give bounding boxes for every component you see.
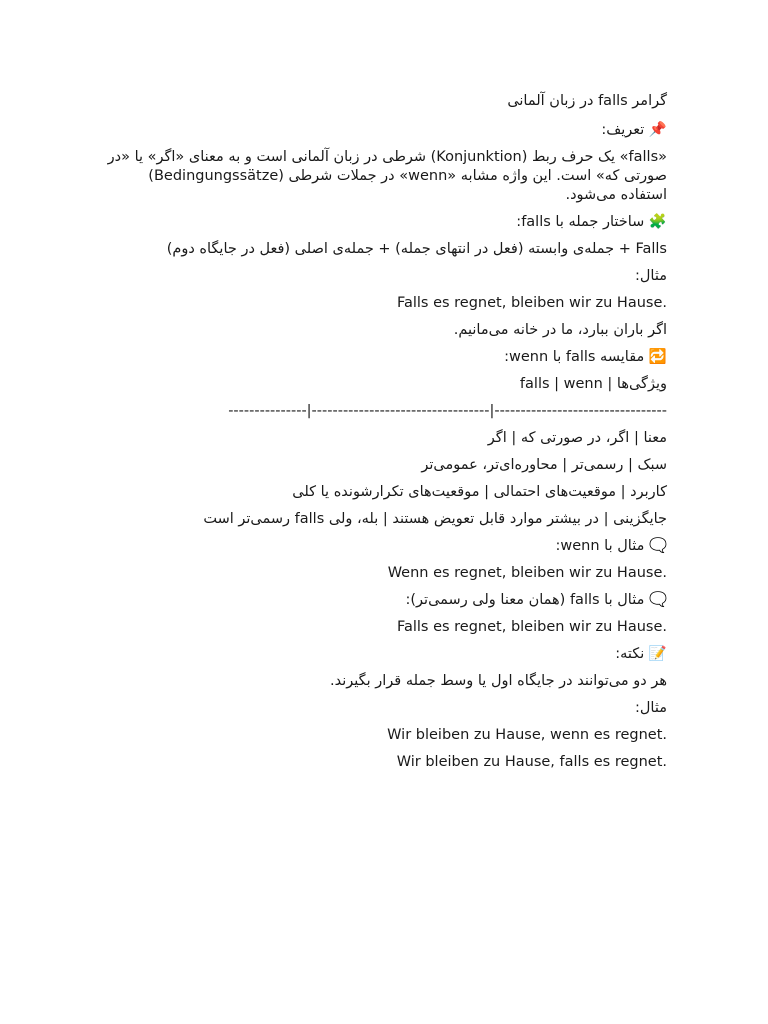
falls-example-heading: 🗨️ مثال با falls (همان معنا ولی رسمی‌تر): [405, 592, 667, 608]
table-header-row: ویژگی‌ها | falls | wenn [519, 376, 667, 392]
example-label: مثال: [635, 268, 667, 284]
comparison-heading: 🔁 مقایسه falls با wenn: [504, 349, 667, 365]
structure-heading: 🧩 ساختار جمله با falls: [516, 214, 667, 230]
note-example-label: مثال: [635, 700, 667, 716]
structure-formula: Falls + جمله‌ی وابسته (فعل در انتهای جمله) + جمله‌ی اصلی (فعل در جایگاه دوم) [166, 241, 667, 257]
note-text: هر دو می‌توانند در جایگاه اول یا وسط جمله قرار بگیرند. [329, 673, 667, 689]
table-row: معنا | اگر، در صورتی که | اگر [487, 430, 667, 446]
falls-example: Falls es regnet, bleiben wir zu Hause. [396, 619, 667, 635]
example-translation: اگر باران ببارد، ما در خانه می‌مانیم. [453, 322, 667, 338]
note-heading: 📝 نکته: [615, 646, 667, 662]
table-row: کاربرد | موقعیت‌های احتمالی | موقعیت‌های تکرارشونده یا کلی [292, 484, 667, 500]
wenn-example-heading: 🗨️ مثال با wenn: [555, 538, 667, 554]
wenn-example: Wenn es regnet, bleiben wir zu Hause. [387, 565, 667, 581]
definition-paragraph: «falls» یک حرف ربط (Konjunktion) شرطی در زبان آلمانی است و به معنای «اگر» یا «در صورتی که» است. این واژه مشابه «wenn» در جملات شرطی (Bedingungssätze) استفاده می‌شود. [107, 149, 667, 203]
note-example-wenn: Wir bleiben zu Hause, wenn es regnet. [387, 727, 667, 743]
note-example-falls: Wir bleiben zu Hause, falls es regnet. [396, 754, 667, 770]
table-separator: ---------------|----------------------------------|--------------------------------- [228, 403, 667, 419]
example-german: Falls es regnet, bleiben wir zu Hause. [396, 295, 667, 311]
document-body [100, 92, 667, 780]
document-title: گرامر falls در زبان آلمانی [507, 93, 667, 109]
definition-heading: 📌 تعریف: [601, 122, 667, 138]
table-row: جایگزینی | در بیشتر موارد قابل تعویض هستند | بله، ولی falls رسمی‌تر است [203, 511, 667, 527]
table-row: سبک | رسمی‌تر | محاوره‌ای‌تر، عمومی‌تر [421, 457, 667, 473]
